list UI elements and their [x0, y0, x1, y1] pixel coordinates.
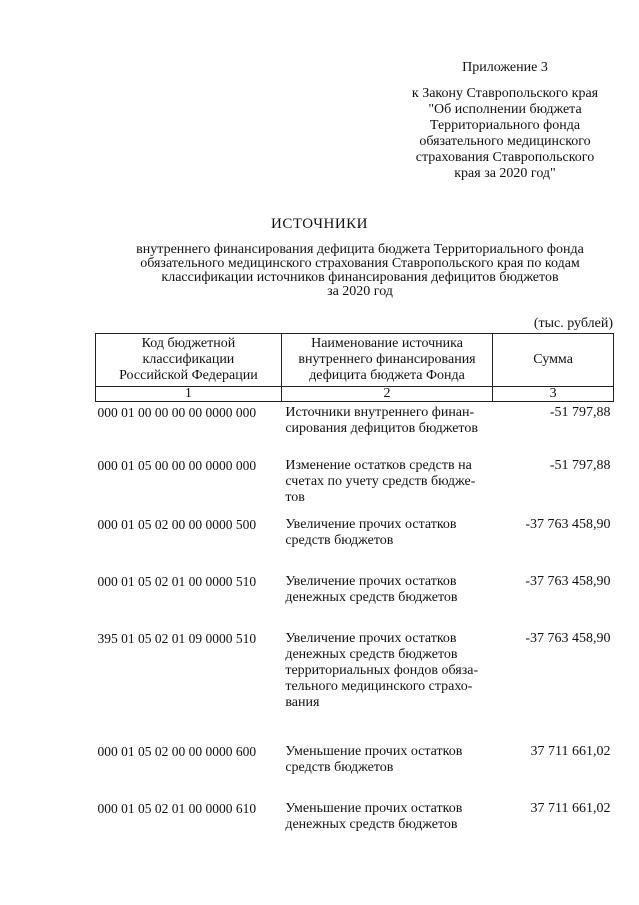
row-code: 000 01 05 02 01 00 0000 610	[97, 801, 257, 816]
header-code: Код бюджетной классификации Российской Федерации	[96, 334, 282, 387]
column-number: 3	[493, 387, 614, 402]
row-sum: -51 797,88	[549, 458, 611, 473]
table-header-row	[96, 334, 614, 387]
subtitle-line: классификации источников финансирования дефицитов бюджетов	[161, 270, 559, 285]
table-row	[96, 514, 614, 571]
row-name: Увеличение прочих остатков денежных средств бюджетов	[285, 574, 458, 605]
row-name: Увеличение прочих остатков денежных средств бюджетов территориальных фондов обяза- тельного медицинского страхо- вания	[285, 631, 479, 710]
row-name: Источники внутреннего финан- сирования дефицитов бюджетов	[285, 405, 478, 436]
row-code: 000 01 05 02 00 00 0000 500	[97, 517, 257, 532]
document-title: ИСТОЧНИКИ	[270, 216, 368, 232]
row-sum: -37 763 458,90	[525, 631, 611, 646]
row-code: 000 01 05 02 00 00 0000 600	[97, 744, 257, 759]
row-code: 000 01 05 00 00 00 0000 000	[97, 458, 257, 473]
appendix-block	[395, 60, 615, 182]
table-row	[96, 798, 614, 841]
table-row	[96, 628, 614, 741]
row-code: 000 01 00 00 00 00 0000 000	[97, 405, 257, 420]
header-sum: Сумма	[493, 334, 614, 387]
table-row	[96, 571, 614, 628]
row-name: Изменение остатков средств на счетах по учету средств бюдже- тов	[285, 458, 476, 505]
table-column-numbers	[96, 387, 614, 402]
appendix-line: страхования Ставропольского	[415, 150, 595, 165]
appendix-line: "Об исполнении бюджета	[428, 102, 582, 117]
subtitle-line: внутреннего финансирования дефицита бюджета Территориального фонда	[136, 242, 584, 257]
row-sum: -37 763 458,90	[525, 574, 611, 589]
row-sum: -51 797,88	[549, 405, 611, 420]
appendix-line: Территориального фонда	[429, 118, 581, 133]
subtitle-line: обязательного медицинского страхования Ставропольского края по кодам	[140, 256, 580, 271]
sources-table	[95, 333, 614, 841]
appendix-line: края за 2020 год"	[454, 166, 556, 181]
appendix-line: к Закону Ставропольского края	[411, 86, 599, 101]
row-name: Увеличение прочих остатков средств бюджетов	[285, 517, 457, 548]
row-sum: 37 711 661,02	[530, 801, 611, 816]
header-name: Наименование источника внутреннего финансирования дефицита бюджета Фонда	[281, 334, 492, 387]
column-number: 2	[281, 387, 492, 402]
row-code: 000 01 05 02 01 00 0000 510	[97, 574, 257, 589]
column-number: 1	[96, 387, 282, 402]
table-row	[96, 402, 614, 456]
appendix-line: обязательного медицинского	[419, 134, 591, 149]
row-sum: 37 711 661,02	[530, 744, 611, 759]
row-code: 395 01 05 02 01 09 0000 510	[97, 631, 257, 646]
units-label: (тыс. рублей)	[533, 316, 613, 331]
subtitle-line: за 2020 год	[327, 284, 393, 299]
table-row	[96, 741, 614, 798]
row-name: Уменьшение прочих остатков денежных средств бюджетов	[285, 801, 463, 832]
row-name: Уменьшение прочих остатков средств бюджетов	[285, 744, 463, 775]
document-subtitle	[100, 243, 620, 299]
row-sum: -37 763 458,90	[525, 517, 611, 532]
table-row	[96, 455, 614, 514]
appendix-title: Приложение 3	[462, 60, 548, 75]
